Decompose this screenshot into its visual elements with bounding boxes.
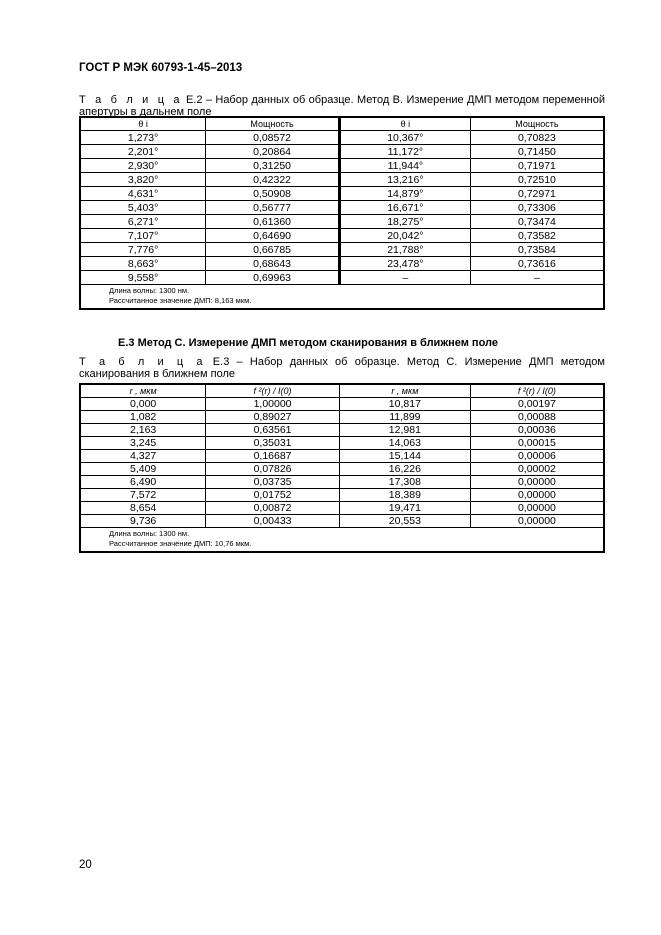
table-cell: 1,082	[80, 411, 206, 424]
table-cell: 0,56777	[206, 201, 340, 215]
table-cell: 7,776°	[80, 243, 206, 257]
table-row	[80, 502, 604, 515]
table-cell: 2,201°	[80, 145, 206, 159]
table-cell: 15,144	[339, 450, 470, 463]
table-cell: 0,73582	[470, 229, 604, 243]
table-cell: 0,00006	[470, 450, 604, 463]
table-cell: 8,663°	[80, 257, 206, 271]
table-cell: 0,89027	[206, 411, 340, 424]
table-cell: 0,71450	[470, 145, 604, 159]
table-cell: 0,68643	[206, 257, 340, 271]
table-cell: 0,42322	[206, 173, 340, 187]
table-cell: 21,788°	[339, 243, 470, 257]
table-cell: 0,00088	[470, 411, 604, 424]
table-row	[80, 257, 604, 271]
table-row	[80, 215, 604, 229]
table-cell: 0,70823	[470, 131, 604, 145]
table-cell: 0,73616	[470, 257, 604, 271]
table-cell: 0,01752	[206, 489, 340, 502]
table-cell: 0,16687	[206, 450, 340, 463]
table-row	[80, 450, 604, 463]
table-cell: 7,572	[80, 489, 206, 502]
table-row	[80, 159, 604, 173]
table-cell: 0,61360	[206, 215, 340, 229]
table-cell: 0,00000	[470, 515, 604, 528]
table-row	[80, 271, 604, 285]
table-cell: 11,944°	[339, 159, 470, 173]
table-row	[80, 187, 604, 201]
table-cell: 0,73306	[470, 201, 604, 215]
table-cell: 7,107°	[80, 229, 206, 243]
table-cell: 6,271°	[80, 215, 206, 229]
table-header-row	[80, 117, 604, 131]
header-cell	[470, 384, 604, 398]
table-cell: 9,558°	[80, 271, 206, 285]
header-cell: Мощность	[470, 117, 604, 131]
table-cell: 10,817	[339, 398, 470, 411]
header-cell: Мощность	[206, 117, 340, 131]
table-row	[80, 476, 604, 489]
table-cell: 0,03735	[206, 476, 340, 489]
table-cell: 11,172°	[339, 145, 470, 159]
table-row	[80, 411, 604, 424]
table-cell: 0,00000	[470, 502, 604, 515]
table-cell: 16,671°	[339, 201, 470, 215]
table-row	[80, 173, 604, 187]
header-cell	[80, 384, 206, 398]
table-cell: 0,73584	[470, 243, 604, 257]
note: Длина волны: 1300 нм.	[109, 286, 190, 295]
table-cell: 10,367°	[339, 131, 470, 145]
table-cell: 2,163	[80, 424, 206, 437]
table-cell: 18,389	[339, 489, 470, 502]
table-cell: 0,63561	[206, 424, 340, 437]
table-cell: 3,245	[80, 437, 206, 450]
table-cell: 0,50908	[206, 187, 340, 201]
table-cell: 0,72971	[470, 187, 604, 201]
table-cell: 0,08572	[206, 131, 340, 145]
table-cell: 8,654	[80, 502, 206, 515]
table-cell: 0,00872	[206, 502, 340, 515]
table-cell: 1,273°	[80, 131, 206, 145]
table-cell: 11,899	[339, 411, 470, 424]
table-cell: 0,00015	[470, 437, 604, 450]
table-cell: 18,275°	[339, 215, 470, 229]
table-notes-row	[80, 285, 604, 310]
table-cell: 9,736	[80, 515, 206, 528]
table-e2	[79, 116, 605, 310]
table-e2-caption	[79, 94, 605, 118]
header-text: f ²(r) / I(0)	[517, 386, 556, 396]
table-header-row	[80, 384, 604, 398]
table-cell: 0,00002	[470, 463, 604, 476]
table-cell: 0,00000	[470, 489, 604, 502]
table-cell: 16,226	[339, 463, 470, 476]
note: Длина волны: 1300 нм.	[109, 529, 190, 538]
table-cell: 19,471	[339, 502, 470, 515]
table-cell: 4,631°	[80, 187, 206, 201]
table-cell: 5,409	[80, 463, 206, 476]
table-notes-row	[80, 528, 604, 553]
table-row	[80, 131, 604, 145]
table-row	[80, 489, 604, 502]
table-cell: –	[470, 271, 604, 285]
table-row	[80, 424, 604, 437]
header-cell	[206, 384, 340, 398]
table-cell: 3,820°	[80, 173, 206, 187]
table-cell: 2,930°	[80, 159, 206, 173]
table-cell: 14,879°	[339, 187, 470, 201]
note: Рассчитанное значение ДМП: 10,76 мкм.	[109, 539, 252, 548]
table-cell: 0,31250	[206, 159, 340, 173]
section-heading: Е.3 Метод С. Измерение ДМП методом сканирования в ближнем поле	[118, 337, 498, 349]
table-cell: 0,35031	[206, 437, 340, 450]
table-e3-caption	[79, 356, 605, 380]
table-row	[80, 515, 604, 528]
table-cell: 0,000	[80, 398, 206, 411]
table-row	[80, 463, 604, 476]
document-header: ГОСТ Р МЭК 60793-1-45–2013	[79, 62, 243, 74]
header-text: f ²(r) / I(0)	[253, 386, 292, 396]
table-cell: 0,71971	[470, 159, 604, 173]
table-row	[80, 437, 604, 450]
header-cell	[339, 384, 470, 398]
caption-text: Е.3 – Набор данных об образце. Метод С. Измерение ДМП методом сканирования в ближнем поле	[79, 356, 605, 380]
table-cell: –	[339, 271, 470, 285]
table-cell: 0,72510	[470, 173, 604, 187]
table-cell: 1,00000	[206, 398, 340, 411]
table-cell: 0,00197	[470, 398, 604, 411]
table-cell: 17,308	[339, 476, 470, 489]
table-row	[80, 229, 604, 243]
note: Рассчитанное значение ДМП: 8,163 мкм.	[109, 296, 252, 305]
table-row	[80, 243, 604, 257]
table-cell: 4,327	[80, 450, 206, 463]
header-cell: θ i	[80, 117, 206, 131]
caption-label: Т а б л и ц а	[79, 356, 206, 368]
table-cell: 12,981	[339, 424, 470, 437]
table-cell: 0,00000	[470, 476, 604, 489]
table-cell: 6,490	[80, 476, 206, 489]
table-cell: 0,07826	[206, 463, 340, 476]
table-cell: 0,00036	[470, 424, 604, 437]
header-text: r , мкм	[129, 386, 157, 396]
table-cell: 0,64690	[206, 229, 340, 243]
table-cell: 0,20864	[206, 145, 340, 159]
header-cell: θ i	[339, 117, 470, 131]
table-cell: 14,063	[339, 437, 470, 450]
table-row	[80, 201, 604, 215]
table-cell: 0,00433	[206, 515, 340, 528]
table-cell: 0,69963	[206, 271, 340, 285]
table-cell: 13,216°	[339, 173, 470, 187]
table-cell: 20,042°	[339, 229, 470, 243]
page-number: 20	[79, 859, 92, 871]
table-row	[80, 145, 604, 159]
table-e3	[79, 383, 605, 553]
table-cell: 0,66785	[206, 243, 340, 257]
table-row	[80, 398, 604, 411]
caption-text: Е.2 – Набор данных об образце. Метод В. Измерение ДМП методом переменной апертуры в дальнем поле	[79, 94, 605, 118]
header-text: r , мкм	[391, 386, 419, 396]
table-cell: 5,403°	[80, 201, 206, 215]
table-cell: 23,478°	[339, 257, 470, 271]
table-cell: 0,73474	[470, 215, 604, 229]
caption-label: Т а б л и ц а	[79, 94, 183, 106]
table-cell: 20,553	[339, 515, 470, 528]
